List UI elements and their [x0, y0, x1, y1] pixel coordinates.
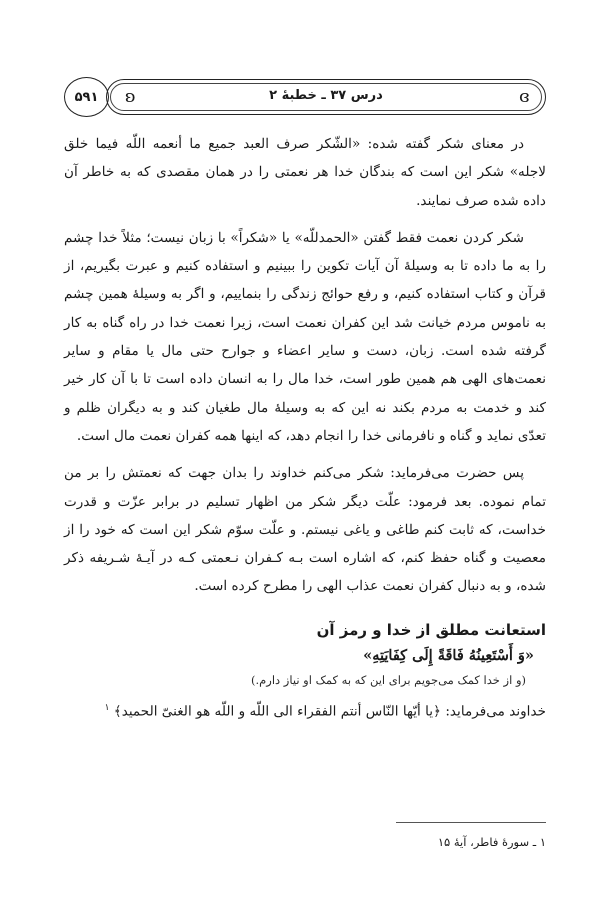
header-frame	[106, 79, 546, 115]
quote-translation: (و از خدا کمک می‌جویم برای این که به کمک او نیاز دارم.)	[251, 672, 526, 687]
quran-citation-line	[64, 695, 546, 725]
footnote-marker[interactable]: ۱	[104, 702, 110, 713]
left-ornament-icon: ʚ	[125, 87, 136, 107]
page-number: ۵۹۱	[64, 77, 109, 117]
page-body	[64, 130, 546, 724]
footnote: ۱ ـ سورهٔ فاطر، آیهٔ ۱۵	[437, 835, 546, 849]
footnote-divider	[396, 822, 546, 823]
right-ornament-icon: ʚ	[518, 87, 529, 107]
quran-citation-text: خداوند می‌فرماید: ﴿یا أیّها النّاس أنتم الفقراء الی اللّه و اللّه هو الغنیّ الحمید﴾	[113, 703, 546, 720]
section-heading: استعانت مطلق از خدا و رمز آن	[316, 620, 546, 639]
running-header	[64, 73, 546, 121]
paragraph-gratitude-examples: شکر کردن نعمت فقط گفتن «الحمدللّه» یا «شکراً» با زبان نیست؛ مثلاً خدا چشم را به ما داده تا به وسیلهٔ آن آیات تکوین را ببینیم و استفاده کنیم و عبرت بگیریم، از قرآن و کتاب استفاده کنیم، و رفع حوائج زندگی را بنماییم، و اگر به وسیلهٔ همین چشم به ناموس مردم خیانت شد این کفران نعمت است، زیرا نعمت خدا در راه گناه به کار گرفته شده است. زبان، دست و سایر اعضاء و جوارح حتی مال یا مقام و سایر نعمت‌های الهی هم همین طور است، خدا مال را به انسان داده است تا با آن کار خیر کند و خدمت به مردم بکند نه این که به وسیلهٔ مال طغیان کند و به دیگران ظلم و تعدّی نماید و گناه و نافرمانی خدا را انجام دهد، که اینها همه کفران نعمت مال است.	[64, 229, 546, 444]
paragraph-gratitude-definition: در معنای شکر گفته شده: «الشّکر صرف العبد جمیع ما أنعمه اللّه فیما خلق لاجله» شکر این است که بندگان خدا هر نعمتی را در همان مقصدی که به خاطر آن داده شده صرف نمایند.	[64, 136, 546, 209]
arabic-quote: «وَ أَسْتَعِینُهُ فَاقَةً إِلَی کِفَایَتِهِ»	[363, 646, 534, 664]
paragraph-imam-saying: پس حضرت می‌فرماید: شکر می‌کنم خداوند را بدان جهت که نعمتش را بر من تمام نموده. بعد فرمود: علّت دیگر شکر من اظهار تسلیم در برابر عزّت و قدرت خداست، که ثابت کنم طاغی و یاغی نیستم. و علّت سوّم شکر این است که خود را از معصیت و گناه حفظ کنم، که اشاره است بـه کـفران نـعمتی کـه در آیـهٔ شـریفه ذکر شده، و به دنبال کفران نعمت عذاب الهی را مطرح کرده است.	[64, 465, 546, 595]
header-title: درس ۳۷ ـ خطبهٔ ۲	[269, 88, 383, 103]
